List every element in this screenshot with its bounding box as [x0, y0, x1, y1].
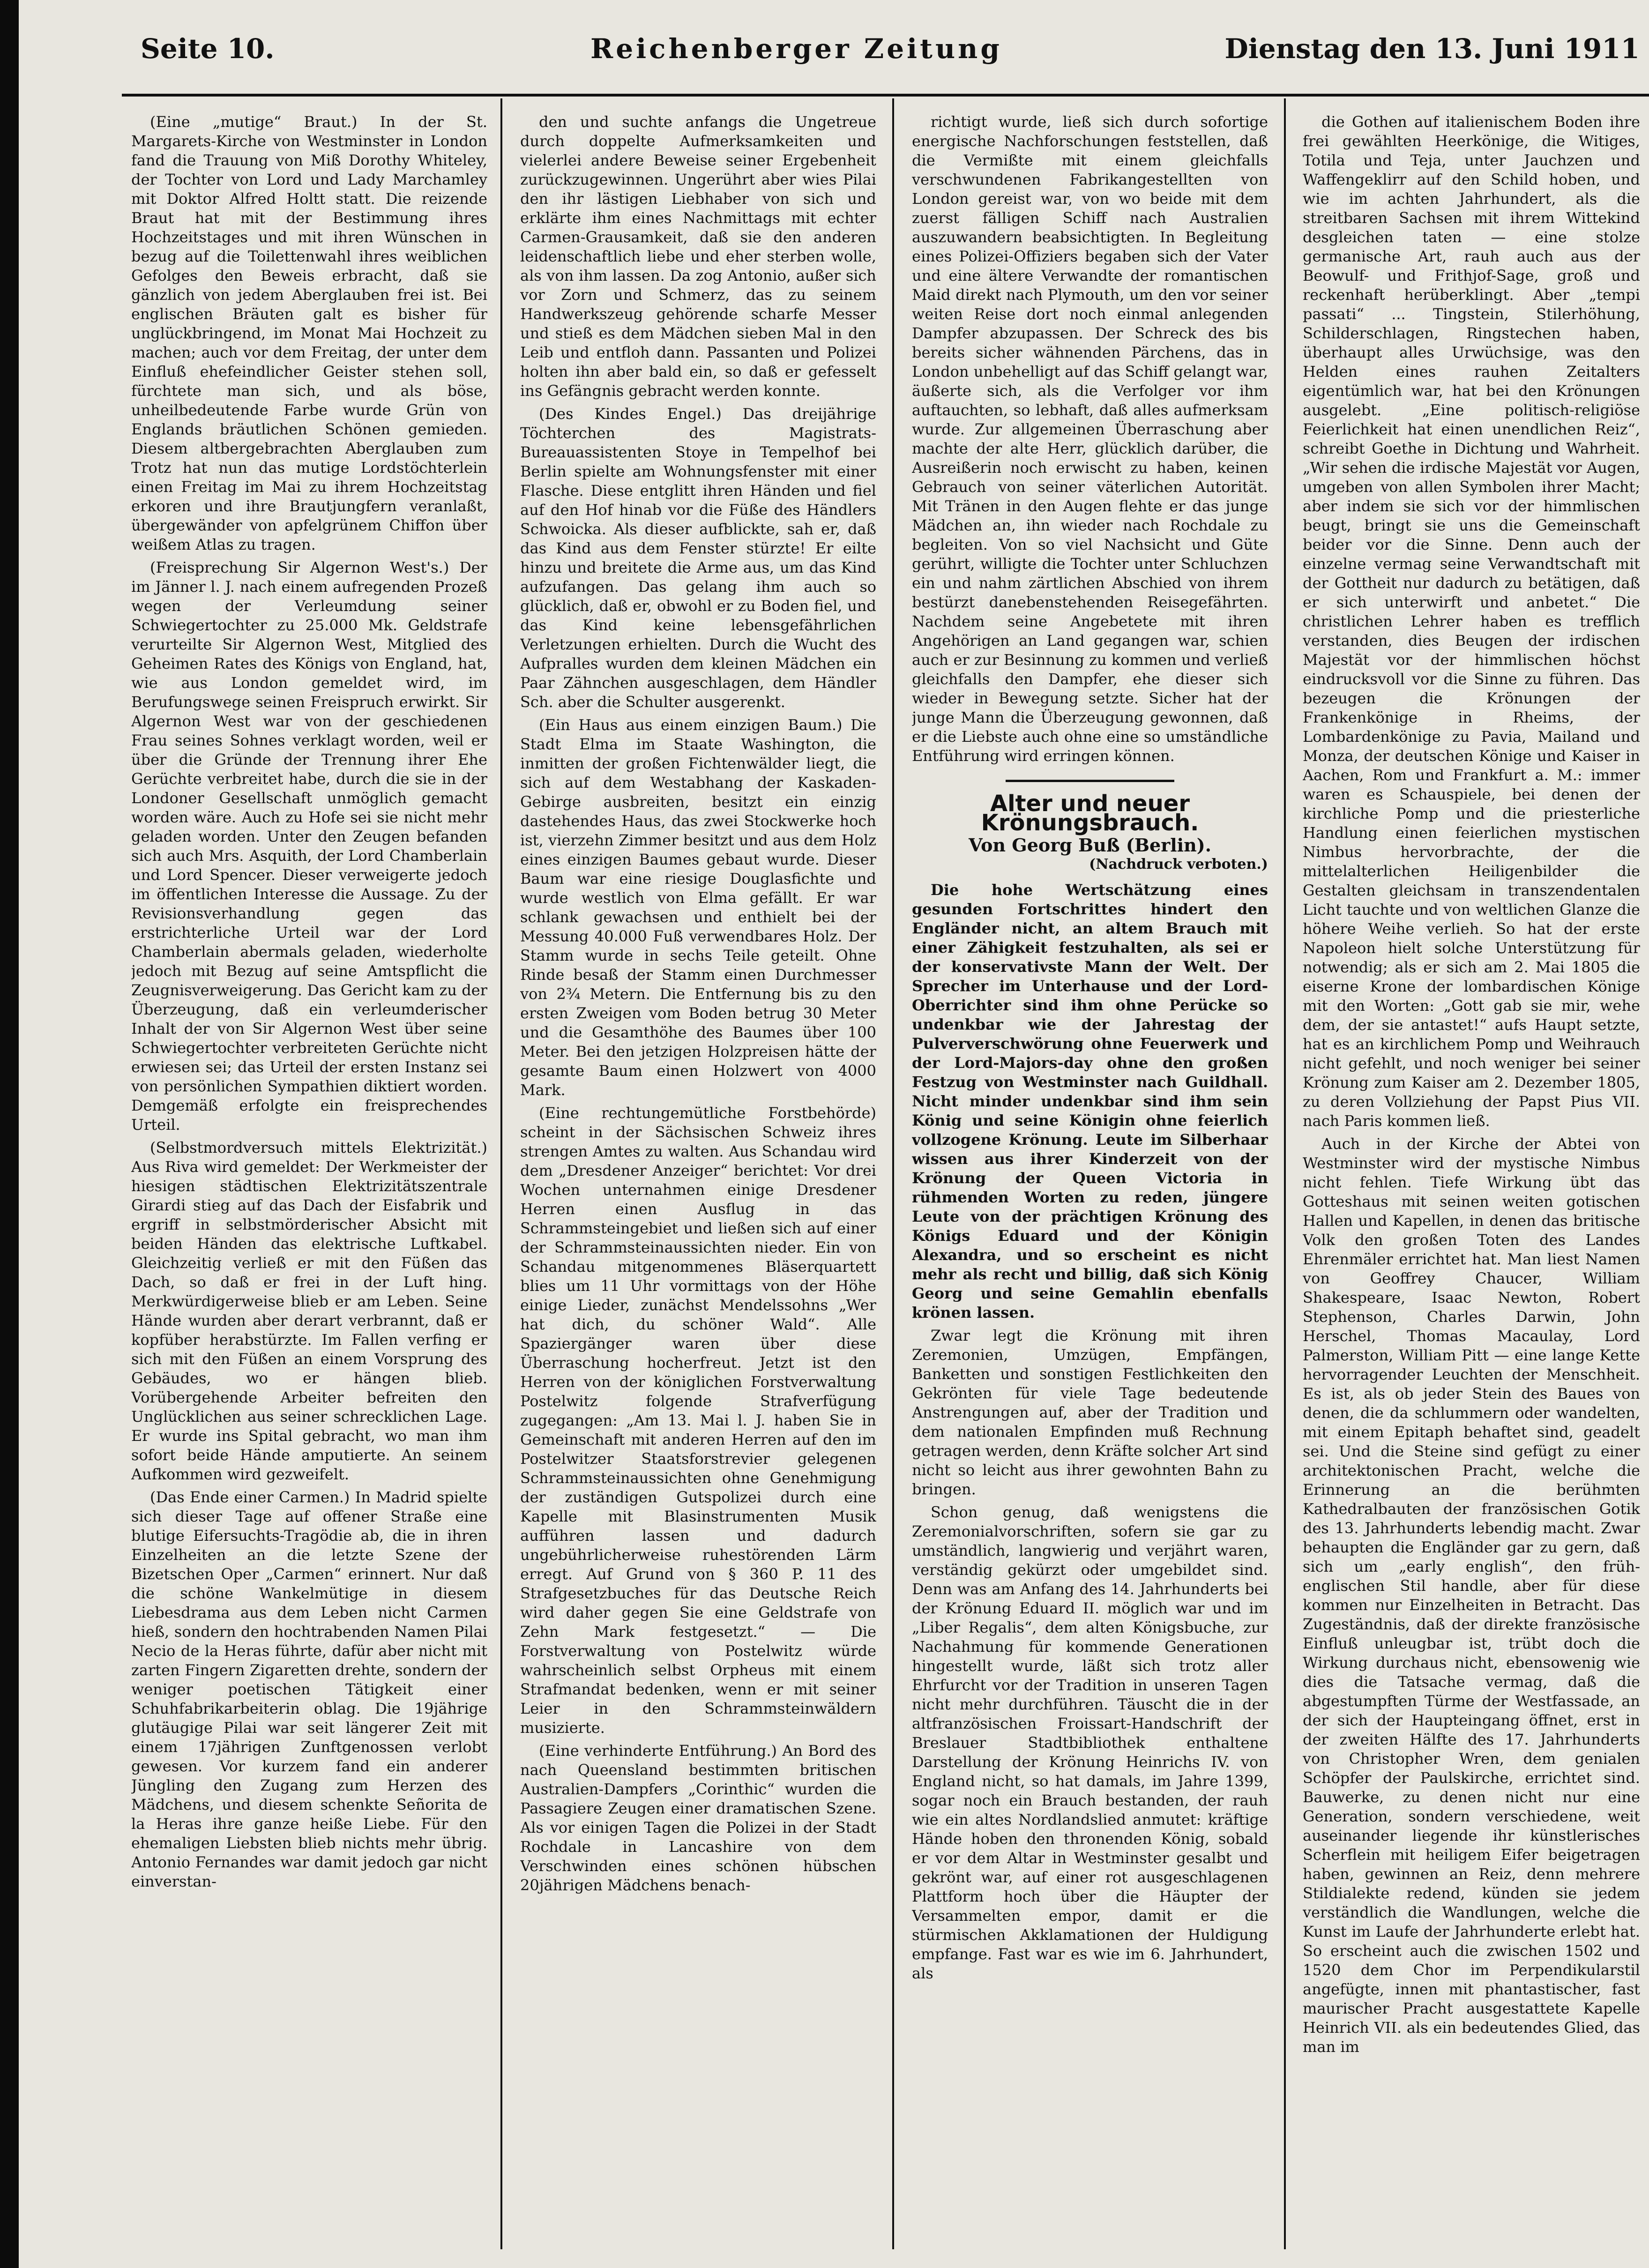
article-paragraph: die Gothen auf italienischem Boden ihre frei gewählten Heerkönige, die Witiges, Totila und Teja, unter Jauchzen und Waffengeklirr auf den Schild hoben, und wie im achten Jahrhundert, als die streitbaren Sachsen mit ihrem Wittekind desgleichen taten — eine stolze germanische Art, rauh auch aus der Beowulf- und Frithjof-Sage, groß und reckenhaft herüberklingt. Aber „tempi passati“ ... Tingstein, Stilerhöhung, Schilderschlagen, Ringstechen haben, überhaupt alles Urwüchsige, was den Helden eines rauhen Zeitalters eigentümlich war, hat bei den Krönungen ausgelebt. „Eine politisch-religiöse Feierlichkeit hat einen unendlichen Reiz“, schreibt Goethe in Dichtung und Wahrheit. „Wir sehen die irdische Majestät vor Augen, umgeben von allen Symbolen ihrer Macht; aber indem sie sich vor der himmlischen beugt, bringt sie uns die Gemeinschaft beider vor die Sinne. Denn auch der einzelne vermag seine Verwandtschaft mit der Gottheit nur dadurch zu betätigen, daß er sich unterwirft und anbetet.“ Die christlichen Lehrer haben es trefflich verstanden, dies Beugen der irdischen Majestät vor der himmlischen höchst eindrucksvoll vor die Sinne zu führen. Das bezeugen die Krönungen der Frankenkönige in Rheims, der Lombardenkönige zu Pavia, Mailand und Monza, der deutschen Könige und Kaiser in Aachen, Rom und Frankfurt a. M.: immer waren es Schauspiele, bei denen der kirchliche Pomp und die priesterliche Handlung einen feierlichen mystischen Nimbus hervorbrachte, der die mittelalterlichen Heiligenbilder die Gestalten gleichsam in transzendentalen Licht tauchte und von weltlichen Glanze die höhere Weihe verlieh. So hat der erste Napoleon hielt solche Unterstützung für notwendig; als er sich am 2. Mai 1805 die eiserne Krone der lombardischen Könige mit den Worten: „Gott gab sie mir, wehe dem, der sie antastet!“ aufs Haupt setzte, hat es an kirchlichem Pomp und Weihrauch nicht gefehlt, und noch weniger bei seiner Krönung zum Kaiser am 2. Dezember 1805, zu deren Vollziehung der Papst Pius VII. nach Paris kommen ließ.: [1303, 113, 1640, 1130]
article-paragraph: Schon genug, daß wenigstens die Zeremonialvorschriften, sofern sie gar zu umständlich, langwierig und verjährt waren, verständig gekürzt oder umgebildet sind. Denn was am Anfang des 14. Jahrhunderts bei der Krönung Eduard II. möglich war und im „Liber Regalis“, dem alten Königsbuche, zur Nachahmung für kommende Generationen hingestellt wurde, läßt sich trotz aller Ehrfurcht vor der Tradition in unseren Tagen nicht mehr durchführen. Täuscht die in der altfranzösischen Froissart-Handschrift der Breslauer Stadtbibliothek enthaltene Darstellung der Krönung Heinrichs IV. von England nicht, so hat damals, im Jahre 1399, sogar noch ein Brauch bestanden, der rauh wie ein altes Nordlandslied anmutet: kräftige Hände hoben den thronenden König, sobald er vor dem Altar in Westminster gesalbt und gekrönt war, auf einer rot ausgeschlagenen Plattform hoch über die Häupter der Versammelten empor, damit er die stürmischen Akklamationen der Huldigung empfange. Fast war es wie im 6. Jahrhundert, als: [912, 1503, 1268, 1982]
column-divider: [892, 98, 894, 2249]
news-item: (Des Kindes Engel.) Das dreijährige Töchterchen des Magistrats-Bureauassistenten Stoye in Tempelhof bei Berlin spielte am Wohnungsfenster mit einer Flasche. Diese entglitt ihren Händen und fiel auf den Hof hinab vor die Füße des Händlers Schwoicka. Als dieser aufblickte, sah er, daß das Kind aus dem Fenster stürzte! Er eilte hinzu und breitete die Arme aus, um das Kind aufzufangen. Das gelang ihm auch so glücklich, daß er, obwohl er zu Boden fiel, und das Kind keine lebensgefährlichen Verletzungen erhielten. Durch die Wucht des Aufpralles wurden dem kleinen Mädchen ein Paar Zähnchen ausgeschlagen, dem Händler Sch. aber die Schulter ausgerenkt.: [520, 405, 876, 711]
news-item: (Selbstmordversuch mittels Elektrizität.) Aus Riva wird gemeldet: Der Werkmeister der hiesigen städtischen Elektrizitätszentrale Girardi stieg auf das Dach der Eisfabrik und ergriff in selbstmörderischer Absicht mit beiden Händen das elektrische Luftkabel. Gleichzeitig verließ er mit den Füßen das Dach, so daß er frei in der Luft hing. Merkwürdigerweise blieb er am Leben. Seine Hände wurden aber derart verbrannt, daß er kopfüber herabstürzte. Im Fallen verfing er sich mit den Füßen an einem Vorsprung des Gebäudes, wo er hängen blieb. Vorübergehende Arbeiter befreiten den Unglücklichen aus seiner schrecklichen Lage. Er wurde ins Spital gebracht, wo man ihm sofort beide Hände amputierte. An seinem Aufkommen wird gezweifelt.: [131, 1139, 487, 1483]
article-title: Alter und neuer Krönungsbrauch.: [981, 791, 1199, 836]
article-paragraph: Die hohe Wertschätzung eines gesunden Fortschrittes hindert den Engländer nicht, an altem Brauch mit einer Zähigkeit festzuhalten, als sei er der konservativste Mann der Welt. Der Sprecher im Unterhause und der Lord-Oberrichter sind ihm ohne Perücke so undenkbar wie der Jahrestag der Pulververschwörung ohne Feuerwerk und der Lord-Majors-day ohne den großen Festzug von Westminster nach Guildhall. Nicht minder undenkbar sind ihm sein König und seine Königin ohne feierlich vollzogene Krönung. Leute im Silberhaar wissen aus ihrer Kinderzeit von der Krönung der Queen Victoria in rühmenden Worten zu reden, jüngere Leute von der prächtigen Krönung des Königs Eduard und der Königin Alexandra, und so erscheint es nicht mehr als recht und billig, daß sich König Georg und seine Gemahlin ebenfalls krönen lassen.: [912, 881, 1268, 1321]
column-2: [520, 112, 876, 2249]
newspaper-title: Reichenberger Zeitung: [590, 33, 1002, 65]
issue-date: Dienstag den 13. Juni 1911: [1224, 33, 1640, 65]
page-header: [28, 33, 1640, 94]
column-3: [912, 112, 1268, 2249]
news-item: (Ein Haus aus einem einzigen Baum.) Die Stadt Elma im Staate Washington, die inmitten der großen Fichtenwälder liegt, die sich auf dem Westabhang der Kaskaden-Gebirge ausbreiten, besitzt ein einzig dastehendes Haus, das zwei Stockwerke hoch ist, vierzehn Zimmer besitzt und aus dem Holz eines einzigen Baumes gebaut wurde. Dieser Baum war eine riesige Douglasfichte und wurde westlich von Elma gefällt. Er war schlank gewachsen und enthielt bei der Messung 40.000 Fuß verwendbares Holz. Der Stamm wurde in sechs Teile geteilt. Ohne Rinde besaß der Stamm einen Durchmesser von 2¾ Metern. Die Entfernung bis zu den ersten Zweigen vom Boden betrug 30 Meter und die Gesamthöhe des Baumes über 100 Meter. Bei den jetzigen Holzpreisen hätte der gesamte Baum einen Holzwert von 4000 Mark.: [520, 716, 876, 1099]
article-separator: [1006, 780, 1174, 782]
article-author: Von Georg Buß (Berlin).: [969, 835, 1211, 856]
news-item: (Eine „mutige“ Braut.) In der St. Margarets-Kirche von Westminster in London fand die Trauung von Miß Dorothy Whiteley, der Tochter von Lord und Lady Marchamley mit Doktor Alfred Holtt statt. Die reizende Braut hat mit der Bestimmung ihres Hochzeitstages und mit ihren Wünschen in bezug auf die Toilettenwahl ihres weiblichen Gefolges den Beweis erbracht, daß sie gänzlich von jedem Aberglauben frei ist. Bei englischen Bräuten galt es bisher für unglückbringend, im Monat Mai Hochzeit zu machen; auch vor dem Freitag, der unter dem Einfluß ehefeindlicher Geister stehen soll, fürchtete man sich, und als böse, unheilbedeutende Farbe wurde Grün von Englands bräutlichen Schönen gemieden. Diesem altbergebrachten Aberglauben zum Trotz hat nun das mutige Lordstöchterlein einen Freitag im Mai zu ihrem Hochzeitstag erkoren und ihre Brautjungfern veranlaßt, übergewänder von apfelgrünem Chiffon über weißem Atlas zu tragen.: [131, 113, 487, 553]
news-item: den und suchte anfangs die Ungetreue durch doppelte Aufmerksamkeiten und vielerlei andere Beweise seiner Ergebenheit zurückzugewinnen. Ungerührt aber wies Pilai den ihr lästigen Liebhaber von sich und erklärte ihm eines Nachmittags mit echter Carmen-Grausamkeit, daß sie den anderen leidenschaftlich liebe und eher sterben wolle, als von ihm lassen. Da zog Antonio, außer sich vor Zorn und Schmerz, das zu seinem Handwerkszeug gehörende scharfe Messer und stieß es dem Mädchen sieben Mal in den Leib und entfloh dann. Passanten und Polizei holten ihn aber bald ein, so daß er gefesselt ins Gefängnis gebracht werden konnte.: [520, 113, 876, 400]
article-note: (Nachdruck verboten.): [1089, 856, 1268, 873]
news-item: richtigt wurde, ließ sich durch sofortige energische Nachforschungen feststellen, daß die Vermißte mit einem gleichfalls verschwundenen Fabrikangestellten von London gereist war, von wo beide mit dem zuerst fälligen Schiff nach Australien auszuwandern beabsichtigten. In Begleitung eines Polizei-Offiziers begaben sich der Vater und eine ältere Verwandte der romantischen Maid direkt nach Plymouth, um den vor seiner weiten Reise dort noch einmal anlegenden Dampfer abzupassen. Der Schreck des bis bereits sicher wähnenden Pärchens, das in London unbehelligt auf das Schiff gelangt war, äußerte sich, als die Verfolger vor ihm auftauchten, so lebhaft, daß alles aufmerksam wurde. Zur allgemeinen Überraschung aber machte der alte Herr, glücklich darüber, die Ausreißerin noch erwischt zu haben, keinen Gebrauch von seiner väterlichen Autorität. Mit Tränen in den Augen flehte er das junge Mädchen an, ihn wieder nach Rochdale zu begleiten. Von so viel Nachsicht und Güte gerührt, willigte die Tochter unter Schluchzen ein und nahm zärtlichen Abschied von ihrem bestürzt danebenstehenden Reisegefährten. Nachdem seine Angebetete mit ihren Angehörigen an Land gegangen war, schien auch er zur Besinnung zu kommen und verließ gleichfalls den Dampfer, ehe dieser sich wieder in Bewegung setzte. Sicher hat der junge Mann die Überzeugung gewonnen, daß er die Liebste auch ohne eine so umständliche Entführung wird erringen können.: [912, 113, 1268, 765]
article-paragraph: Zwar legt die Krönung mit ihren Zeremonien, Umzügen, Empfängen, Banketten und sonstigen Festlichkeiten den Gekrönten für viele Tage bedeutende Anstrengungen auf, aber der Tradition und dem nationalen Empfinden muß Rechnung getragen werden, denn Kräfte solcher Art sind nicht so leicht aus ihrer gewohnten Bahn zu bringen.: [912, 1327, 1268, 1498]
news-item: (Freisprechung Sir Algernon West's.) Der im Jänner l. J. nach einem aufregenden Prozeß wegen der Verleumdung seiner Schwiegertochter zu 25.000 Mk. Geldstrafe verurteilte Sir Algernon West, Mitglied des Geheimen Rates des Königs von England, hat, wie aus London gemeldet wird, im Berufungswege seinen Freispruch erwirkt. Sir Algernon West war von der geschiedenen Frau seines Sohnes verklagt worden, weil er über die Gründe der Trennung ihrer Ehe Gerüchte verbreitet habe, durch die sie in der Londoner Gesellschaft unmöglich gemacht worden wäre. Auch zu Hofe sei sie nicht mehr geladen worden. Unter den Zeugen befanden sich auch Mrs. Asquith, der Lord Chamberlain und Lord Spencer. Dieser verweigerte jedoch im öffentlichen Interesse die Aussage. Zu der Revisionsverhandlung gegen das erstrichterliche Urteil war der Lord Chamberlain abermals geladen, wiederholte jedoch mit Bezug auf seine Amtspflicht die Zeugnisverweigerung. Das Gericht kam zu der Überzeugung, daß ein verleumderischer Inhalt der von Sir Algernon West über seine Schwiegertochter verbreiteten Gerüchte nicht erwiesen sei; das Urteil der ersten Instanz sei von persönlichen Sympathien diktiert worden. Demgemäß erfolgte ein freisprechendes Urteil.: [131, 559, 487, 1134]
column-divider: [1284, 98, 1286, 2249]
column-divider: [500, 98, 502, 2249]
column-4: [1303, 112, 1640, 2249]
page-number: Seite 10.: [141, 33, 275, 65]
news-item: (Eine verhinderte Entführung.) An Bord des nach Queensland bestimmten britischen Australien-Dampfers „Corinthic“ wurden die Passagiere Zeugen einer dramatischen Szene. Als vor einigen Tagen die Polizei in der Stadt Rochdale in Lancashire von dem Verschwinden eines schönen hübschen 20jährigen Mädchens benach-: [520, 1742, 876, 1894]
news-item: (Das Ende einer Carmen.) In Madrid spielte sich dieser Tage auf offener Straße eine blutige Eifersuchts-Tragödie ab, die in ihren Einzelheiten an die letzte Szene der Bizetschen Oper „Carmen“ erinnert. Nur daß die schöne Wankelmütige in diesem Liebesdrama aus dem Leben nicht Carmen hieß, sondern den hochtrabenden Namen Pilai Necio de la Heras führte, dafür aber nicht mit zarten Fingern Zigaretten drehte, sondern der weniger poetischen Tätigkeit einer Schuhfabrikarbeiterin oblag. Die 19jährige glutäugige Pilai war seit längerer Zeit mit einem 17jährigen Zunftgenossen verlobt gewesen. Vor kurzem fand ein anderer Jüngling den Zugang zum Herzen des Mädchens, und diesem schenkte Señorita de la Heras ihre ganze heiße Liebe. Für den ehemaligen Liebsten blieb nichts mehr übrig. Antonio Fernandes war damit jedoch gar nicht einverstan-: [131, 1488, 487, 1890]
article-paragraph: Auch in der Kirche der Abtei von Westminster wird der mystische Nimbus nicht fehlen. Tiefe Wirkung übt das Gotteshaus mit seinen weiten gotischen Hallen und Kapellen, in denen das britische Volk den großen Toten des Landes Ehrenmäler errichtet hat. Man liest Namen von Geoffrey Chaucer, William Shakespeare, Isaac Newton, Robert Stephenson, Charles Darwin, John Herschel, Thomas Macaulay, Lord Palmerston, William Pitt — eine lange Kette hervorragender Leuchten der Menschheit. Es ist, als ob jeder Stein des Baues von denen, die da schlummern oder wandelten, mit einem Epitaph behaftet sind, geadelt sei. Und die Steine sind gefügt zu einer architektonischen Pracht, welche die Erinnerung an die berühmten Kathedralbauten der französischen Gotik des 13. Jahrhunderts lebendig macht. Zwar behaupten die Engländer gar zu gern, daß sich um „early english“, den früh-englischen Stil handle, aber für diese kommen nur Einzelheiten in Betracht. Das Zugeständnis, daß der direkte französische Einfluß unleugbar ist, trübt doch die Wirkung durchaus nicht, ebensowenig wie dies die Tatsache vermag, daß die abgestumpften Türme der Westfassade, an der sich der Haupteingang öffnet, erst in der zweiten Hälfte des 17. Jahrhunderts von Christopher Wren, dem genialen Schöpfer der Paulskirche, errichtet sind. Bauwerke, zu denen nicht nur eine Generation, sondern verschiedene, weit auseinander liegende ihr künstlerisches Scherflein mit heiligem Eifer beigetragen haben, gewinnen an Reiz, denn mehrere Stildialekte redend, künden sie jedem verständlich die Wandlungen, welche die Kunst im Laufe der Jahrhunderte erlebt hat. So erscheint auch die zwischen 1502 und 1520 dem Chor im Perpendikularstil angefügte, innen mit phantastischer, fast maurischer Pracht ausgestattete Kapelle Heinrich VII. als ein bedeutendes Glied, das man im: [1303, 1135, 1640, 2056]
newspaper-page: [19, 0, 1649, 2268]
header-rule: [122, 94, 1649, 97]
column-1: [131, 112, 487, 2249]
news-item: (Eine rechtungemütliche Forstbehörde) scheint in der Sächsischen Schweiz ihres strengen Amtes zu walten. Aus Schandau wird dem „Dresdener Anzeiger“ berichtet: Vor drei Wochen unternahmen einige Dresdener Herren einen Ausflug in das Schrammsteingebiet und ließen sich auf einer der Schrammsteinaussichten nieder. Ein von Schandau mitgenommenes Bläserquartett blies um 11 Uhr vormittags von der Höhe einige Lieder, zunächst Mendelssohns „Wer hat dich, du schöner Wald“. Alle Spaziergänger waren über diese Überraschung hocherfreut. Jetzt ist den Herren von der königlichen Forstverwaltung Postelwitz folgende Strafverfügung zugegangen: „Am 13. Mai l. J. haben Sie in Gemeinschaft mit anderen Herren auf den im Postelwitzer Staatsforstrevier gelegenen Schrammsteinaussichten ohne Genehmigung der zuständigen Gutspolizei durch eine Kapelle mit Blasinstrumenten Musik aufführen lassen und dadurch ungebührlicherweise ruhestörenden Lärm erregt. Auf Grund von § 360 P. 11 des Strafgesetzbuches für das Deutsche Reich wird daher gegen Sie eine Geldstrafe von Zehn Mark festgesetzt.“ — Die Forstverwaltung von Postelwitz würde wahrscheinlich selbst Orpheus mit einem Strafmandat bedenken, wenn er mit seiner Leier in den Schrammsteinwäldern musizierte.: [520, 1104, 876, 1737]
